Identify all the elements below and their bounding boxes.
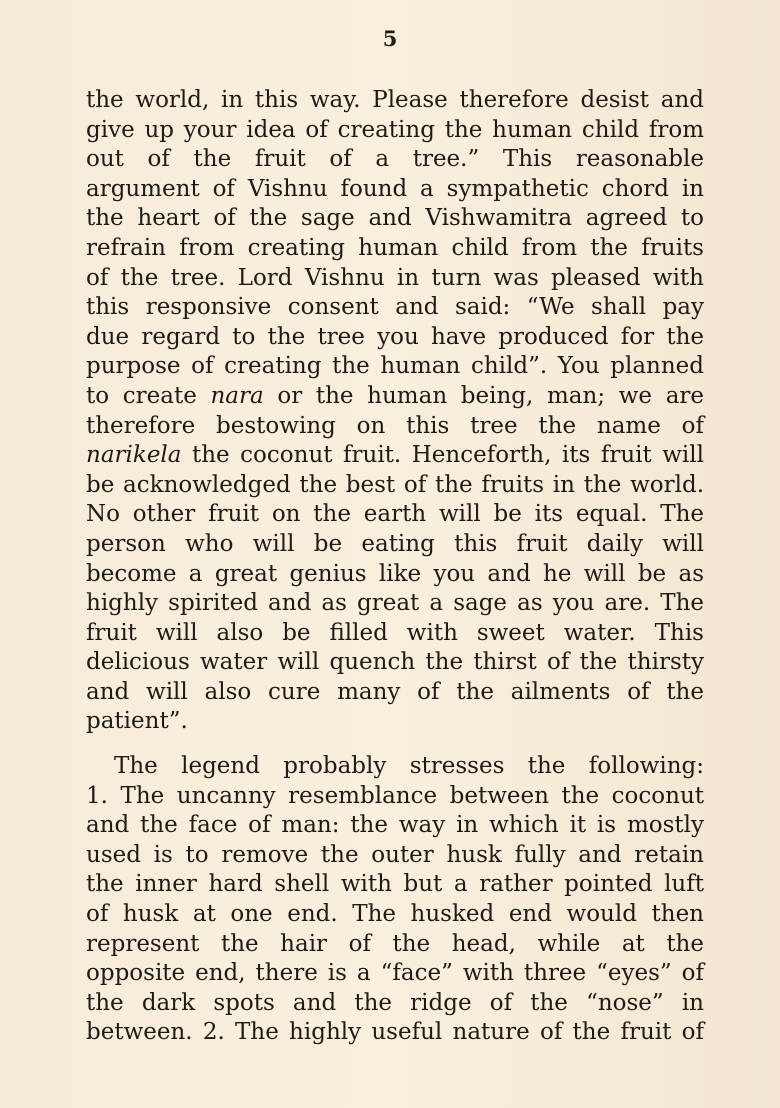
text-line: between. 2. The highly useful nature of the fruit of [86, 1019, 704, 1046]
text-line: give up your idea of creating the human child from [86, 116, 704, 143]
text-line: patient”. [86, 708, 188, 735]
italic-term-narikela: narikela [86, 442, 182, 469]
text-line: opposite end, there is a “face” with three “eyes” of [86, 960, 704, 987]
text-segment: to create [86, 382, 211, 409]
text-line: the inner hard shell with but a rather pointed luft [86, 871, 704, 898]
text-line: 1. The uncanny resemblance between the coconut [86, 782, 704, 809]
text-line: person who will be eating this fruit daily will [86, 530, 704, 557]
text-line: this responsive consent and said: “We shall pay [86, 294, 704, 321]
paragraph-1 [86, 86, 704, 737]
text-line: No other fruit on the earth will be its equal. The [86, 501, 704, 528]
text-line: due regard to the tree you have produced for the [86, 323, 704, 350]
text-line: of the tree. Lord Vishnu in turn was pleased with [86, 264, 704, 291]
text-line: out of the fruit of a tree.” This reasonable [86, 146, 704, 173]
text-line: and the face of man: the way in which it is mostly [86, 812, 704, 839]
text-line: become a great genius like you and he will be as [86, 560, 704, 587]
text-line [86, 382, 704, 412]
text-line: and will also cure many of the ailments of the [86, 678, 704, 705]
text-line [86, 441, 704, 471]
text-line: argument of Vishnu found a sympathetic chord in [86, 175, 704, 202]
text-line: of husk at one end. The husked end would then [86, 900, 704, 927]
text-line: purpose of creating the human child”. You planned [86, 353, 704, 380]
text-line: The legend probably stresses the following: [114, 753, 704, 779]
text-segment: or the human being, man; we are [263, 382, 705, 409]
italic-term-nara: nara [210, 382, 264, 409]
text-line: highly spirited and as great a sage as you are. The [86, 590, 704, 617]
text-line: the heart of the sage and Vishwamitra agreed to [86, 205, 704, 232]
text-line: refrain from creating human child from the fruits [86, 234, 704, 261]
paragraph-2 [86, 752, 704, 1048]
text-line: the dark spots and the ridge of the “nose” in [86, 989, 704, 1016]
text-segment: the coconut fruit. Henceforth, its fruit will [181, 442, 704, 469]
text-line: used is to remove the outer husk fully and retain [86, 841, 704, 868]
text-line: therefore bestowing on this tree the name of [86, 412, 704, 439]
page-number: 5 [382, 26, 398, 51]
text-line: fruit will also be filled with sweet water. This [86, 619, 704, 646]
text-line: represent the hair of the head, while at the [86, 930, 704, 957]
text-line: delicious water will quench the thirst of the thirsty [86, 649, 704, 676]
text-line: be acknowledged the best of the fruits in the world. [86, 471, 704, 498]
text-line: the world, in this way. Please therefore desist and [86, 87, 704, 113]
